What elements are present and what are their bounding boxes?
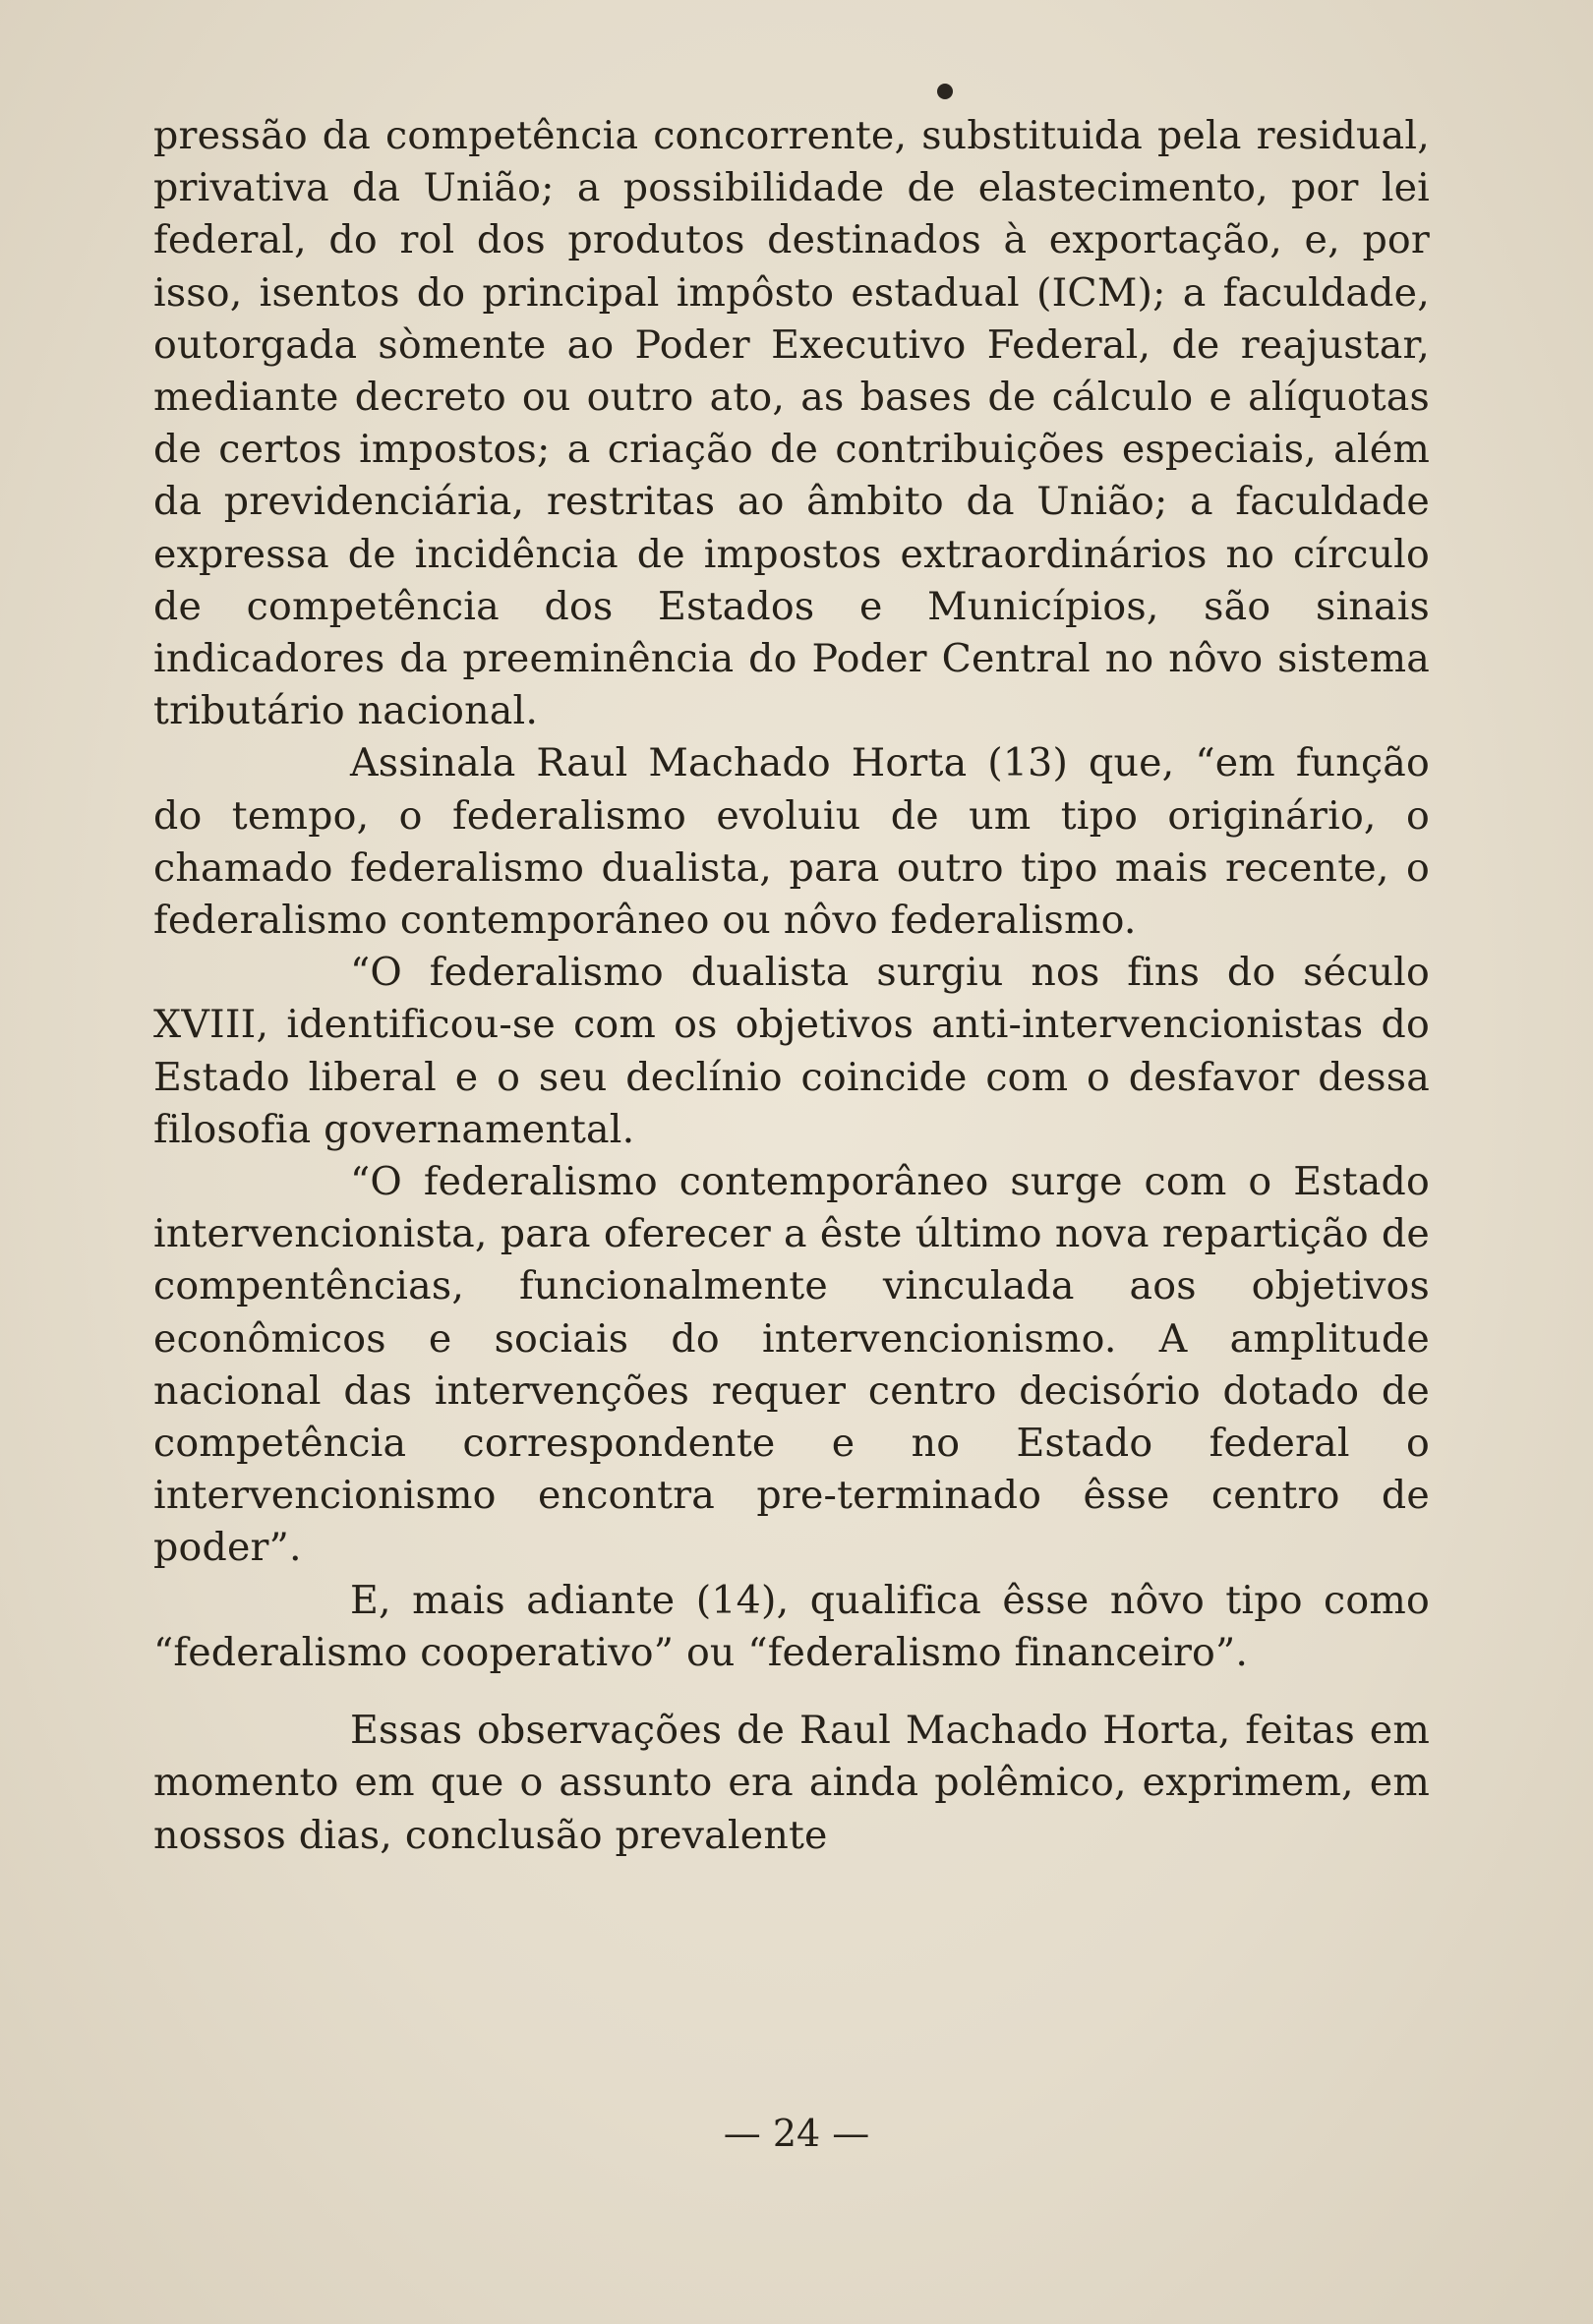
body-text bbox=[153, 110, 1430, 1862]
ink-dot-mark bbox=[937, 84, 953, 99]
paragraph-4: “O federalismo contemporâneo surge com o Estado intervencionista, para oferecer a êste último nova repartição de compentências, funcionalmente vinculada aos objetivos econômicos e sociais do intervencionismo. A amplitude nacional das intervenções requer centro decisório dotado de competência correspondente e no Estado federal o intervencionismo encontra pre-terminado êsse centro de poder”. bbox=[153, 1159, 1430, 1571]
paragraph-3: “O federalismo dualista surgiu nos fins do século XVIII, identificou-se com os objetivos anti-intervencionistas do Estado liberal e o seu declínio coincide com o desfavor dessa filosofia governamental. bbox=[153, 950, 1430, 1152]
paragraph-6: Essas observações de Raul Machado Horta, feitas em momento em que o assunto era ainda polêmico, exprimem, em nossos dias, conclusão prevalente bbox=[153, 1708, 1430, 1858]
page-number: — 24 — bbox=[723, 2112, 870, 2155]
paragraph-1: pressão da competência concorrente, substituida pela residual, privativa da União; a possibilidade de elastecimento, por lei federal, do rol dos produtos destinados à exportação, e, por isso, isentos do principal impôsto estadual (ICM); a faculdade, outorgada sòmente ao Poder Executivo Federal, de reajustar, mediante decreto ou outro ato, as bases de cálculo e alíquotas de certos impostos; a criação de contribuições especiais, além da previdenciária, restritas ao âmbito da União; a faculdade expressa de incidência de impostos extraordinários no círculo de competência dos Estados e Municípios, são sinais indicadores da preeminência do Poder Central no nôvo sistema tributário nacional. bbox=[153, 113, 1430, 734]
paragraph-5: E, mais adiante (14), qualifica êsse nôvo tipo como “federalismo cooperativo” ou “federalismo financeiro”. bbox=[153, 1577, 1430, 1675]
paragraph-2: Assinala Raul Machado Horta (13) que, “em função do tempo, o federalismo evoluiu de um tipo originário, o chamado federalismo dualista, para outro tipo mais recente, o federalismo contemporâneo ou nôvo federalismo. bbox=[153, 740, 1430, 944]
